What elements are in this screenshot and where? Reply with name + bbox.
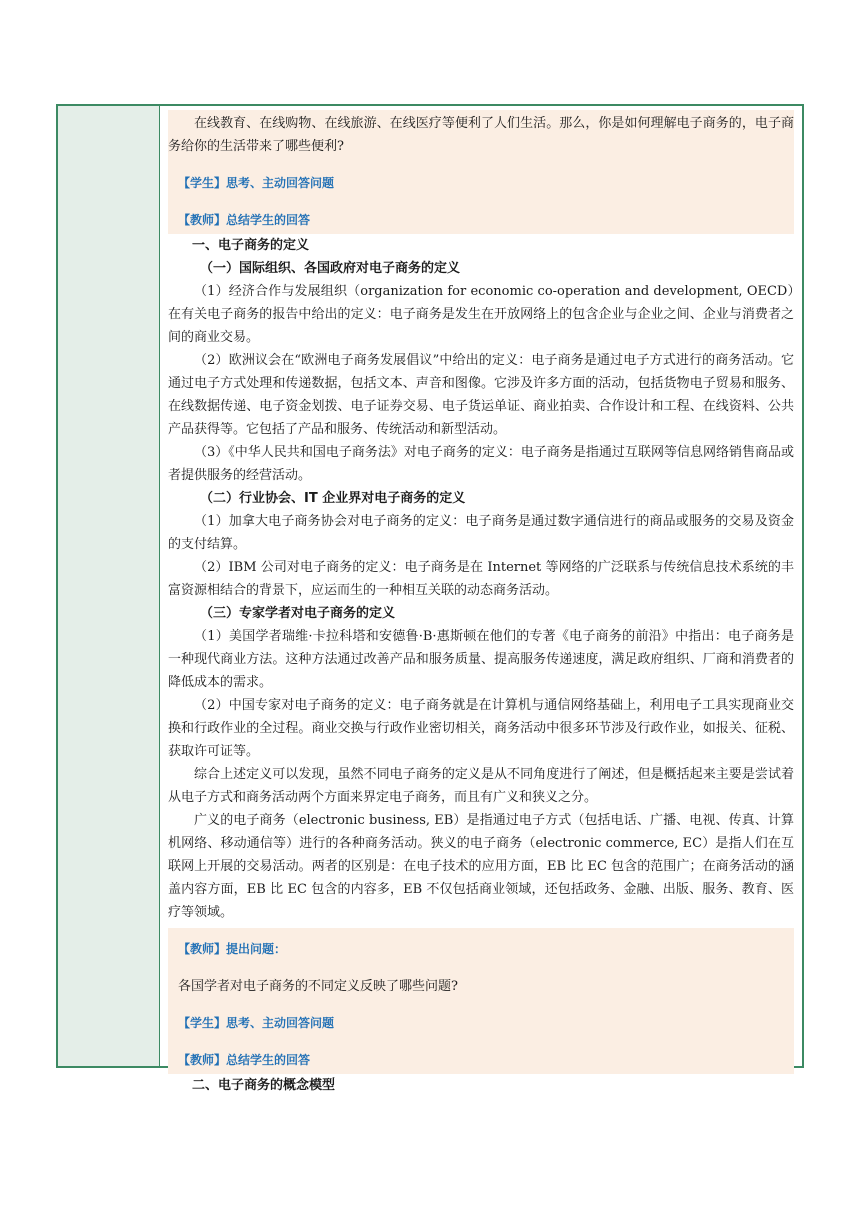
paragraph: （3）《中华人民共和国电子商务法》对电子商务的定义：电子商务是指通过互联网等信息网络销售商品或者提供服务的经营活动。 bbox=[168, 445, 794, 483]
lesson-table bbox=[56, 104, 804, 1093]
content bbox=[168, 110, 794, 1097]
section-2-title: 二、电子商务的概念模型 bbox=[192, 1078, 336, 1093]
student-response: 【学生】思考、主动回答问题 bbox=[178, 176, 335, 190]
subsection-3-title: （三）专家学者对电子商务的定义 bbox=[200, 606, 396, 621]
question-text: 各国学者对电子商务的不同定义反映了哪些问题? bbox=[178, 979, 458, 994]
teacher-summary: 【教师】总结学生的回答 bbox=[178, 213, 311, 227]
paragraph: （2）欧洲议会在“欧洲电子商务发展倡议”中给出的定义：电子商务是通过电子方式进行的商务活动。它通过电子方式处理和传递数据，包括文本、声音和图像。它涉及许多方面的活动，包括货物电子贸易和服务、在线数据传递、电子资金划拨、电子证券交易、电子货运单证、商业拍卖、合作设计和工程、在线资料、公共产品获得等。它包括了产品和服务、传统活动和新型活动。 bbox=[168, 353, 794, 437]
subsection-1-title: （一）国际组织、各国政府对电子商务的定义 bbox=[200, 261, 461, 276]
intro-text: 在线教育、在线购物、在线旅游、在线医疗等便利了人们生活。那么，你是如何理解电子商务的，电子商务给你的生活带来了哪些便利? bbox=[168, 116, 794, 154]
student-response: 【学生】思考、主动回答问题 bbox=[178, 1016, 335, 1030]
intro-box bbox=[168, 110, 794, 234]
teacher-question-label: 【教师】提出问题： bbox=[178, 942, 287, 956]
paragraph: 广义的电子商务（electronic business, EB）是指通过电子方式（包括电话、广播、电视、传真、计算机网络、移动通信等）进行的各种商务活动。狭义的电子商务（electronic commerce, EC）是指人们在互联网上开展的交易活动。两者的区别是：在电子技术的应用方面，EB 比 EC 包含的范围广；在商务活动的涵盖内容方面，EB 比 EC 包含的内容多，EB 不仅包括商业领域，还包括政务、金融、出版、服务、教育、医疗等领域。 bbox=[168, 813, 794, 920]
right-column bbox=[160, 106, 802, 1093]
paragraph: （1）加拿大电子商务协会对电子商务的定义：电子商务是通过数字通信进行的商品或服务的交易及资金的支付结算。 bbox=[168, 514, 794, 552]
left-column bbox=[58, 106, 160, 1066]
subsection-2-title: （二）行业协会、IT 企业界对电子商务的定义 bbox=[200, 491, 466, 506]
paragraph: （1）美国学者瑞维·卡拉科塔和安德鲁·B·惠斯顿在他们的专著《电子商务的前沿》中指出：电子商务是一种现代商业方法。这种方法通过改善产品和服务质量、提高服务传递速度，满足政府组织、厂商和消费者的降低成本的需求。 bbox=[168, 629, 794, 690]
paragraph: 综合上述定义可以发现，虽然不同电子商务的定义是从不同角度进行了阐述，但是概括起来主要是尝试着从电子方式和商务活动两个方面来界定电子商务，而且有广义和狭义之分。 bbox=[168, 767, 794, 805]
paragraph: （1）经济合作与发展组织（organization for economic co-operation and development, OECD）在有关电子商务的报告中给出的定义：电子商务是发生在开放网络上的包含企业与企业之间、企业与消费者之间的商业交易。 bbox=[168, 284, 794, 345]
question-box bbox=[168, 928, 794, 1074]
teacher-summary: 【教师】总结学生的回答 bbox=[178, 1053, 311, 1067]
paragraph: （2）中国专家对电子商务的定义：电子商务就是在计算机与通信网络基础上，利用电子工具实现商业交换和行政作业的全过程。商业交换与行政作业密切相关，商务活动中很多环节涉及行政作业，如报关、征税、获取许可证等。 bbox=[168, 698, 794, 759]
paragraph: （2）IBM 公司对电子商务的定义：电子商务是在 Internet 等网络的广泛联系与传统信息技术系统的丰富资源相结合的背景下，应运而生的一种相互关联的动态商务活动。 bbox=[168, 560, 794, 598]
section-1-title: 一、电子商务的定义 bbox=[192, 238, 310, 253]
